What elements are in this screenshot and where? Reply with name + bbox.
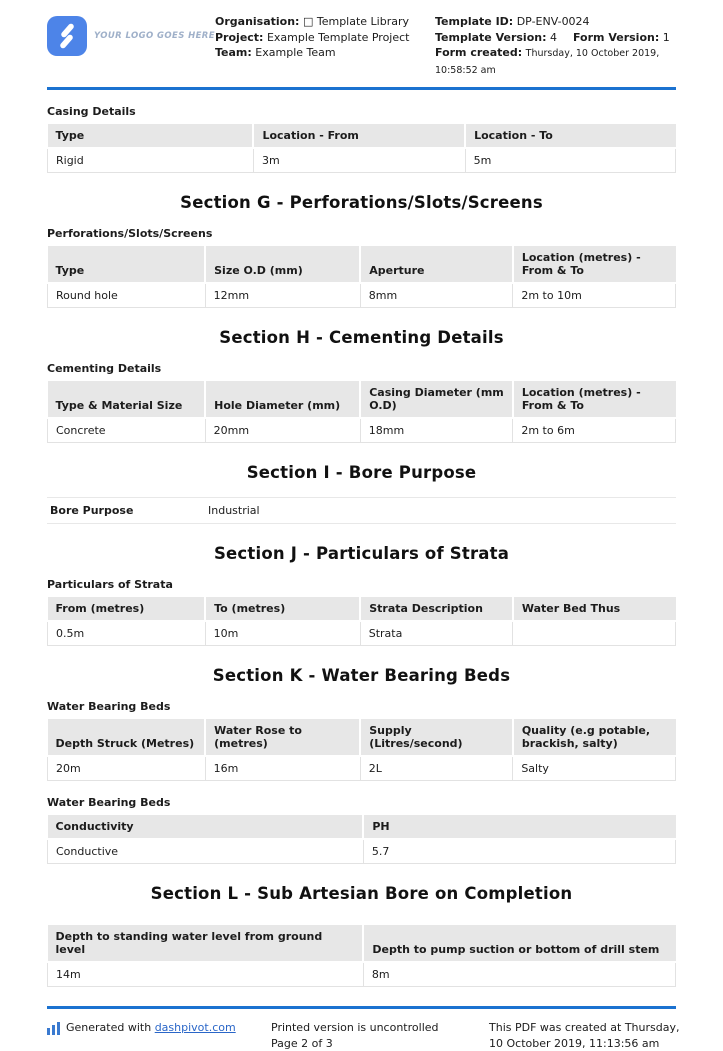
column-header: Conductivity bbox=[48, 815, 364, 839]
versions-line bbox=[435, 30, 679, 46]
organisation-line bbox=[215, 14, 435, 30]
table-row bbox=[48, 148, 676, 173]
footer-generated bbox=[47, 1020, 271, 1051]
casing-details-label: Casing Details bbox=[47, 105, 676, 118]
table-header-row bbox=[48, 597, 676, 621]
cementing-table bbox=[47, 381, 676, 443]
column-header: Aperture bbox=[360, 246, 513, 283]
template-id-label: Template ID: bbox=[435, 15, 513, 28]
table-cell: 20mm bbox=[205, 418, 360, 443]
table-cell: 14m bbox=[48, 962, 364, 987]
table-cell: Conductive bbox=[48, 839, 364, 864]
form-created-value: Thursday, 10 October 2019, 10:58:52 am bbox=[435, 48, 659, 76]
water-bearing-beds-label-2: Water Bearing Beds bbox=[47, 796, 676, 809]
team-line bbox=[215, 45, 435, 61]
table-cell: 20m bbox=[48, 756, 206, 781]
printed-note: Printed version is uncontrolled bbox=[271, 1020, 489, 1036]
bore-purpose-label: Bore Purpose bbox=[50, 504, 208, 517]
table-header-row bbox=[48, 124, 676, 148]
form-created-line bbox=[435, 45, 679, 78]
table-header-row bbox=[48, 381, 676, 418]
team-label: Team: bbox=[215, 46, 252, 59]
strata-table bbox=[47, 597, 676, 646]
project-label: Project: bbox=[215, 31, 263, 44]
column-header: Type & Material Size bbox=[48, 381, 206, 418]
company-logo-icon bbox=[47, 16, 87, 56]
template-id-line bbox=[435, 14, 679, 30]
casing-details-block bbox=[47, 105, 676, 173]
table-row bbox=[48, 283, 676, 308]
column-header: Location (metres) - From & To bbox=[513, 381, 676, 418]
table-row bbox=[48, 418, 676, 443]
team-value: Example Team bbox=[255, 46, 335, 59]
table-header-row bbox=[48, 925, 676, 962]
column-header: Casing Diameter (mm O.D) bbox=[360, 381, 513, 418]
table-cell: Strata bbox=[360, 621, 513, 646]
table-cell: 8m bbox=[363, 962, 675, 987]
bore-purpose-value: Industrial bbox=[208, 504, 260, 517]
casing-details-table bbox=[47, 124, 676, 173]
perforations-table bbox=[47, 246, 676, 308]
table-header-row bbox=[48, 719, 676, 756]
perforations-label: Perforations/Slots/Screens bbox=[47, 227, 676, 240]
column-header: Depth to pump suction or bottom of drill stem bbox=[363, 925, 675, 962]
table-cell: 0.5m bbox=[48, 621, 206, 646]
table-cell: 8mm bbox=[360, 283, 513, 308]
water-bearing-beds-block-1 bbox=[47, 700, 676, 781]
section-j-title: Section J - Particulars of Strata bbox=[47, 544, 676, 563]
table-cell: 18mm bbox=[360, 418, 513, 443]
table-cell: 10m bbox=[205, 621, 360, 646]
dashpivot-link[interactable]: dashpivot.com bbox=[155, 1021, 236, 1034]
page-footer bbox=[47, 1009, 676, 1051]
water-bearing-beds-block-2 bbox=[47, 796, 676, 864]
column-header: Hole Diameter (mm) bbox=[205, 381, 360, 418]
table-row bbox=[48, 621, 676, 646]
table-cell: 3m bbox=[253, 148, 465, 173]
organisation-value: □ Template Library bbox=[303, 15, 409, 28]
table-header-row bbox=[48, 815, 676, 839]
column-header: Type bbox=[48, 246, 206, 283]
footer-print-info bbox=[271, 1020, 489, 1051]
template-version-value: 4 bbox=[550, 31, 557, 44]
column-header: Water Bed Thus bbox=[513, 597, 676, 621]
column-header: Depth to standing water level from ground level bbox=[48, 925, 364, 962]
column-header: Location (metres) - From & To bbox=[513, 246, 676, 283]
table-header-row bbox=[48, 246, 676, 283]
column-header: Location - To bbox=[465, 124, 675, 148]
table-cell: 2m to 6m bbox=[513, 418, 676, 443]
form-version-value: 1 bbox=[663, 31, 670, 44]
cementing-block bbox=[47, 362, 676, 443]
table-cell: 2L bbox=[360, 756, 513, 781]
strata-block bbox=[47, 578, 676, 646]
page-header bbox=[47, 14, 676, 78]
section-i-title: Section I - Bore Purpose bbox=[47, 463, 676, 482]
section-h-title: Section H - Cementing Details bbox=[47, 328, 676, 347]
form-created-label: Form created: bbox=[435, 46, 522, 59]
table-row bbox=[48, 962, 676, 987]
generated-prefix: Generated with bbox=[66, 1021, 155, 1034]
table-row bbox=[48, 756, 676, 781]
project-line bbox=[215, 30, 435, 46]
org-info-block bbox=[215, 14, 435, 61]
table-cell: 12mm bbox=[205, 283, 360, 308]
sub-artesian-table bbox=[47, 925, 676, 987]
column-header: To (metres) bbox=[205, 597, 360, 621]
column-header: Depth Struck (Metres) bbox=[48, 719, 206, 756]
column-header: Supply (Litres/second) bbox=[360, 719, 513, 756]
column-header: Type bbox=[48, 124, 254, 148]
column-header: PH bbox=[363, 815, 675, 839]
template-info-block bbox=[435, 14, 679, 78]
header-divider bbox=[47, 87, 676, 90]
table-row bbox=[48, 839, 676, 864]
perforations-block bbox=[47, 227, 676, 308]
column-header: Location - From bbox=[253, 124, 465, 148]
table-cell: Concrete bbox=[48, 418, 206, 443]
table-cell: 2m to 10m bbox=[513, 283, 676, 308]
water-bearing-beds-label-1: Water Bearing Beds bbox=[47, 700, 676, 713]
table-cell: Round hole bbox=[48, 283, 206, 308]
column-header: From (metres) bbox=[48, 597, 206, 621]
template-version-label: Template Version: bbox=[435, 31, 546, 44]
cementing-label: Cementing Details bbox=[47, 362, 676, 375]
logo-placeholder-text: YOUR LOGO GOES HERE bbox=[94, 31, 215, 41]
column-header: Water Rose to (metres) bbox=[205, 719, 360, 756]
column-header: Quality (e.g potable, brackish, salty) bbox=[513, 719, 676, 756]
form-version-label: Form Version: bbox=[573, 31, 659, 44]
logo-area bbox=[47, 14, 215, 56]
organisation-label: Organisation: bbox=[215, 15, 299, 28]
page-number: Page 2 of 3 bbox=[271, 1036, 489, 1051]
footer-created-note: This PDF was created at Thursday, 10 October 2019, 11:13:56 am bbox=[489, 1020, 685, 1051]
generated-with-text bbox=[66, 1020, 236, 1036]
section-l-title: Section L - Sub Artesian Bore on Completion bbox=[47, 884, 676, 903]
column-header: Size O.D (mm) bbox=[205, 246, 360, 283]
table-cell: Rigid bbox=[48, 148, 254, 173]
template-id-value: DP-ENV-0024 bbox=[517, 15, 590, 28]
table-cell: Salty bbox=[513, 756, 676, 781]
project-value: Example Template Project bbox=[267, 31, 410, 44]
table-cell: 5m bbox=[465, 148, 675, 173]
section-g-title: Section G - Perforations/Slots/Screens bbox=[47, 193, 676, 212]
table-cell: 16m bbox=[205, 756, 360, 781]
table-cell: 5.7 bbox=[363, 839, 675, 864]
bore-purpose-row bbox=[47, 497, 676, 524]
section-k-title: Section K - Water Bearing Beds bbox=[47, 666, 676, 685]
water-bearing-beds-table-2 bbox=[47, 815, 676, 864]
sub-artesian-block bbox=[47, 925, 676, 987]
strata-label: Particulars of Strata bbox=[47, 578, 676, 591]
water-bearing-beds-table-1 bbox=[47, 719, 676, 781]
table-cell bbox=[513, 621, 676, 646]
column-header: Strata Description bbox=[360, 597, 513, 621]
